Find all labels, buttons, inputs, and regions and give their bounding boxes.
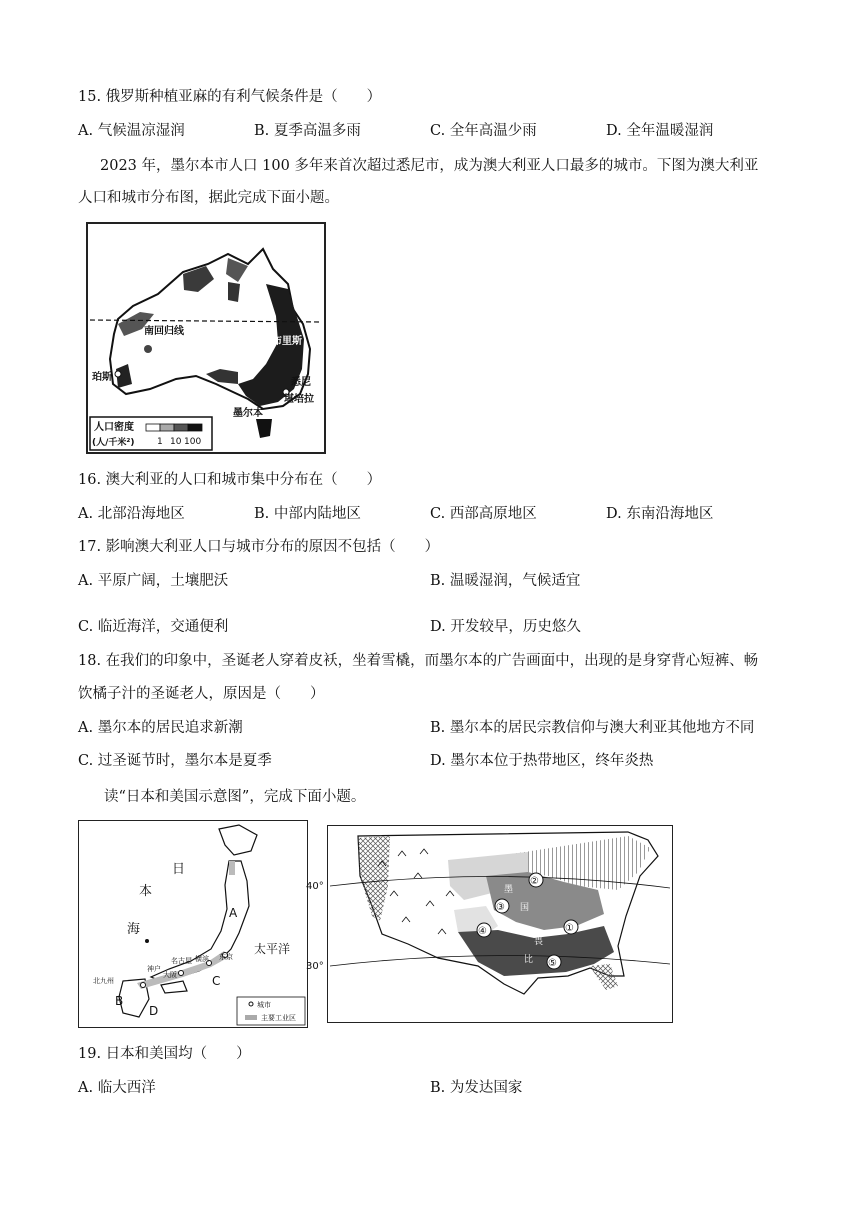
city-label-brisbane: 布里斯: [272, 336, 302, 347]
region-3: ③: [496, 902, 505, 913]
sea-label-char-3: 海: [127, 922, 141, 937]
city-label-sydney: 悉尼: [291, 377, 311, 388]
question-18-stem-line2: 饮橘子汁的圣诞老人，原因是（ ）: [78, 686, 325, 702]
region-1: ①: [565, 923, 574, 934]
legend-tick-100: 100: [184, 437, 202, 447]
question-16-stem: 16. 澳大利亚的人口和城市集中分布在（ ）: [78, 472, 382, 488]
letter-a: A: [229, 906, 238, 920]
q15-option-c: C. 全年高温少雨: [430, 123, 537, 139]
letter-c: C: [212, 974, 221, 988]
q15-option-b: B. 夏季高温多雨: [254, 123, 361, 139]
q17-option-c: C. 临近海洋，交通便利: [78, 619, 229, 635]
place-osaka: 大阪: [163, 971, 177, 979]
australia-intro-line2: 人口和城市分布图，据此完成下面小题。: [78, 190, 339, 206]
q17-option-d: D. 开发较早，历史悠久: [430, 619, 581, 635]
q17-option-b: B. 温暖湿润，气候适宜: [430, 573, 581, 589]
japan-us-intro: 读“日本和美国示意图”，完成下面小题。: [104, 789, 366, 805]
legend-industrial-zone: 主要工业区: [261, 1014, 296, 1022]
place-nagoya: 名古屋: [171, 957, 192, 965]
q17-option-a: A. 平原广阔，土壤肥沃: [78, 573, 229, 589]
legend-city: 城市: [257, 1001, 271, 1009]
letter-b: B: [115, 994, 124, 1008]
question-18-stem-line1: 18. 在我们的印象中，圣诞老人穿着皮袄，坐着雪橇，而墨尔本的广告画面中，出现的是身穿背心短裤、畅: [78, 653, 759, 669]
q15-option-d: D. 全年温暖湿润: [606, 123, 714, 139]
q18-option-b: B. 墨尔本的居民宗教信仰与澳大利亚其他地方不同: [430, 720, 755, 736]
q16-option-c: C. 西部高原地区: [430, 506, 537, 522]
place-tokyo: 东京: [219, 953, 233, 961]
place-yokohama: 横滨: [195, 955, 209, 963]
place-kitakyushu: 北九州: [93, 977, 114, 985]
sea-label-char-1: 日: [172, 862, 186, 877]
q18-option-c: C. 过圣诞节时，墨尔本是夏季: [78, 753, 272, 769]
region-char-3: 畏: [534, 937, 544, 947]
city-label-perth: 珀斯: [92, 372, 112, 383]
q16-option-d: D. 东南沿海地区: [606, 506, 714, 522]
question-15-stem: 15. 俄罗斯种植亚麻的有利气候条件是（ ）: [78, 89, 382, 105]
q16-option-a: A. 北部沿海地区: [78, 506, 185, 522]
legend-title: 人口密度: [94, 422, 134, 433]
question-17-stem: 17. 影响澳大利亚人口与城市分布的原因不包括（ ）: [78, 539, 440, 555]
q19-option-b: B. 为发达国家: [430, 1080, 523, 1096]
city-label-canberra: 堪培拉: [284, 394, 314, 405]
q15-option-a: A. 气候温凉湿润: [78, 123, 185, 139]
region-2: ②: [530, 876, 539, 887]
city-label-melbourne: 墨尔本: [233, 408, 263, 419]
region-char-2: 国: [520, 903, 530, 913]
region-char-1: 墨: [504, 885, 514, 895]
legend-tick-10: 10: [170, 437, 182, 447]
lat-30-outside-label: 30°: [306, 961, 324, 972]
q19-option-a: A. 临大西洋: [78, 1080, 156, 1096]
australia-intro-line1: 2023 年，墨尔本市人口 100 多年来首次超过悉尼市，成为澳大利亚人口最多的城市。下图为澳大利亚: [100, 158, 759, 174]
q16-option-b: B. 中部内陆地区: [254, 506, 361, 522]
australia-population-map: [86, 222, 326, 454]
q18-option-a: A. 墨尔本的居民追求新潮: [78, 720, 243, 736]
ocean-label: 太平洋: [254, 942, 291, 956]
usa-map: [327, 825, 673, 1023]
japan-map: [78, 820, 308, 1028]
legend-tick-1: 1: [157, 437, 163, 447]
legend-unit: (人/千米²): [92, 438, 135, 448]
place-kobe: 神户: [147, 965, 161, 973]
region-4: ④: [478, 926, 487, 937]
tropic-label: 南回归线: [144, 326, 184, 337]
region-5: ⑤: [548, 958, 557, 969]
letter-d: D: [149, 1004, 159, 1018]
region-char-4: 比: [524, 955, 534, 965]
sea-label-char-2: 本: [139, 884, 153, 899]
lat-40-outside-label: 40°: [306, 881, 324, 892]
question-19-stem: 19. 日本和美国均（ ）: [78, 1046, 251, 1062]
q18-option-d: D. 墨尔本位于热带地区，终年炎热: [430, 753, 654, 769]
